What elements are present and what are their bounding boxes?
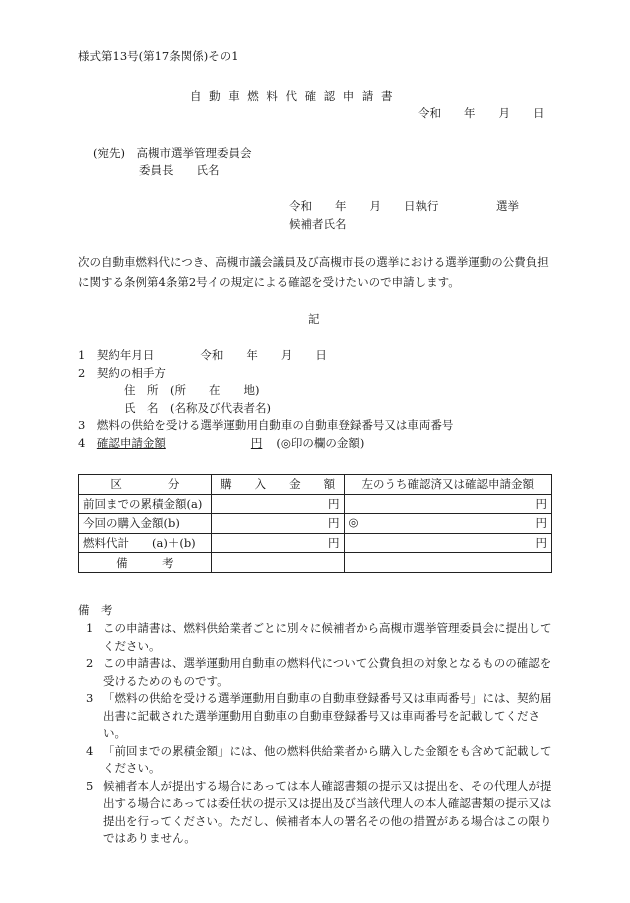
application-date: 令和 年 月 日 [418,106,545,120]
note-item: 3 「燃料の供給を受ける選挙運動用自動車の自動車登録番号又は車両番号」には、契約届出書に記載された選挙運動用自動車の自動車登録番号又は車両番号を記載してください。 [86,691,552,740]
table-header-row [79,475,552,495]
item-name: 氏 名 (名称及び代表者名) [78,400,271,415]
table-row [79,494,552,514]
note-item: 2 この申請書は、選挙運動用自動車の燃料代について公費負担の対象となるものの確認を受けるためのものです。 [86,656,552,688]
row-label: 燃料代計 (a)＋(b) [79,533,212,553]
remarks-cell[interactable] [344,553,551,573]
item4-number: 4 [78,435,97,450]
purchase-amount-cell[interactable]: 円 [211,494,344,514]
notes-heading: 備 考 [78,603,113,617]
addressee-chair: 委員長 氏名 [139,163,220,177]
purchase-amount-cell[interactable]: 円 [211,514,344,534]
row-label: 今回の購入金額(b) [79,514,212,534]
purchase-amount-cell[interactable]: 円 [211,533,344,553]
note-item: 1 この申請書は、燃料供給業者ごとに別々に候補者から高槻市選挙管理委員会に提出してください。 [86,621,552,653]
table-row [79,553,552,573]
ki-heading: 記 [308,312,320,326]
confirmed-amount-cell[interactable]: ◎ 円 [344,514,551,534]
table-row [79,533,552,553]
item4-note: (◎印の欄の金額) [276,435,365,450]
confirmed-amount-cell[interactable]: 円 [344,533,551,553]
row-label: 備 考 [79,553,212,573]
form-number: 様式第13号(第17条関係)その1 [78,49,239,63]
application-statement: 次の自動車燃料代につき、高槻市議会議員及び高槻市長の選挙における選挙運動の公費負担に関する条例第4条第2号イの規定による確認を受けたいので申請します。 [78,255,549,289]
election-date-line: 令和 年 月 日執行 選挙 [289,199,519,213]
table-header: 区 分 [79,475,212,495]
candidate-name-label: 候補者氏名 [289,217,347,231]
table-header: 左のうち確認済又は確認申請金額 [344,475,551,495]
item-contract-date: 1 契約年月日 令和 年 月 日 [78,348,327,362]
table-row [79,514,552,534]
notes-list [82,620,554,848]
note-item: 5 候補者本人が提出する場合にあっては本人確認書類の提示又は提出を、その代理人が提出する場合にあっては委任状の提示又は提出及び当該代理人の本人確認書類の提示又は提出を行ってください。ただし、候補者本人の署名その他の措置がある場合はこの限りではありません。 [86,778,552,845]
confirmed-amount-cell[interactable]: 円 [344,494,551,514]
item-counterparty: 2 契約の相手方 [78,365,166,380]
remarks-cell[interactable] [211,553,344,573]
item4-label: 確認申請金額 円 [96,435,263,450]
item-list [78,347,453,453]
item-vehicle-number: 3 燃料の供給を受ける選挙運動用自動車の自動車登録番号又は車両番号 [78,418,454,433]
item-requested-amount [78,435,453,453]
note-item: 4 「前回までの累積金額」には、他の燃料供給業者から購入した金額をも含めて記載してください。 [86,743,552,775]
addressee-committee: (宛先) 高槻市選挙管理委員会 [93,146,252,160]
page-title: 自動車燃料代確認申請書 [190,89,401,103]
table-header: 購 入 金 額 [211,475,344,495]
item-address: 住 所 (所 在 地) [78,383,260,398]
fuel-amount-table [78,474,552,573]
double-circle-mark: ◎ [348,515,359,530]
row-label: 前回までの累積金額(a) [79,494,212,514]
